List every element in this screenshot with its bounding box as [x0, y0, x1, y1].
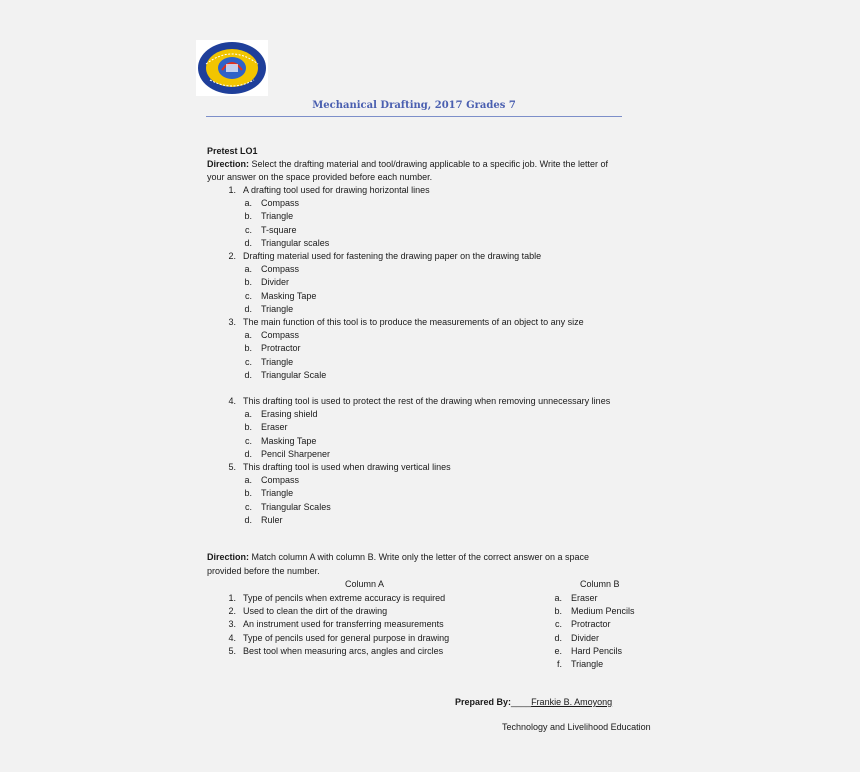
- option-letter: c.: [244, 290, 252, 301]
- option-letter: d.: [244, 237, 252, 248]
- pretest-direction: [207, 158, 608, 170]
- option-text: Compass: [261, 475, 300, 486]
- option-text: Masking Tape: [261, 290, 317, 301]
- option-letter: c.: [244, 224, 252, 235]
- question-number: 2.: [228, 251, 236, 261]
- question-text: This drafting tool is used to protect the rest of the drawing when removing unnecessary lines: [243, 396, 611, 406]
- option-letter: a.: [244, 264, 252, 275]
- question-number: 3.: [228, 317, 236, 327]
- question-text: This drafting tool is used when drawing vertical lines: [243, 462, 451, 472]
- option-text: T-square: [261, 224, 297, 235]
- column-a-header: Column A: [345, 579, 385, 589]
- pretest-heading: Pretest LO1: [207, 146, 258, 156]
- column-a-item: Type of pencils used for general purpose in drawing: [243, 632, 450, 643]
- option-text: Erasing shield: [261, 409, 318, 420]
- column-a-item: Used to clean the dirt of the drawing: [243, 606, 388, 617]
- prepared-by-name: Frankie B. Amoyong: [531, 697, 613, 707]
- option-letter: c.: [244, 435, 252, 446]
- column-b-item: Eraser: [571, 593, 598, 603]
- option-text: Triangle: [261, 211, 294, 222]
- column-b-letter: e.: [554, 645, 562, 656]
- option-text: Ruler: [261, 514, 283, 525]
- option-text: Compass: [261, 264, 300, 275]
- option-text: Triangular Scale: [261, 369, 327, 380]
- column-b-letter: d.: [554, 632, 562, 643]
- option-letter: b.: [244, 277, 252, 288]
- column-b-letter: c.: [554, 619, 562, 630]
- option-letter: a.: [244, 409, 252, 420]
- option-text: Triangular Scales: [261, 501, 331, 512]
- direction-text: Select the drafting material and tool/drawing applicable to a specific job. Write the letter of: [249, 159, 609, 169]
- option-text: Compass: [261, 330, 300, 341]
- option-letter: c.: [244, 356, 252, 367]
- option-letter: d.: [244, 303, 252, 314]
- question-number: 4.: [228, 396, 236, 406]
- column-a-number: 4.: [228, 632, 236, 643]
- title-underline: [206, 116, 622, 117]
- option-text: Compass: [261, 198, 300, 209]
- column-b-item: Protractor: [571, 619, 611, 630]
- direction-label: Direction:: [207, 552, 250, 562]
- option-letter: a.: [244, 198, 252, 209]
- option-letter: a.: [244, 475, 252, 486]
- column-a-item: Type of pencils when extreme accuracy is required: [243, 593, 446, 603]
- document-title: Mechanical Drafting, 2017 Grades 7: [312, 100, 516, 111]
- school-seal-logo: [196, 40, 268, 96]
- pretest-direction-cont: your answer on the space provided before each number.: [207, 172, 433, 182]
- column-a-number: 2.: [228, 606, 236, 617]
- column-b-header: Column B: [580, 579, 620, 589]
- option-text: Triangle: [261, 303, 294, 314]
- option-text: Triangular scales: [261, 237, 330, 248]
- column-a-number: 5.: [228, 645, 236, 656]
- question-number: 5.: [228, 462, 236, 472]
- option-letter: c.: [244, 501, 252, 512]
- column-a-number: 1.: [228, 593, 236, 603]
- option-letter: d.: [244, 369, 252, 380]
- column-b-item: Triangle: [571, 659, 604, 669]
- question-text: The main function of this tool is to produce the measurements of an object to any size: [243, 317, 584, 327]
- option-letter: b.: [244, 422, 252, 433]
- option-letter: b.: [244, 343, 252, 354]
- question-text: Drafting material used for fastening the drawing paper on the drawing table: [243, 251, 542, 261]
- question-number: 1.: [228, 185, 236, 195]
- direction-text: Match column A with column B. Write only the letter of the correct answer on a space: [249, 552, 590, 562]
- option-text: Triangle: [261, 488, 294, 499]
- option-letter: d.: [244, 448, 252, 459]
- option-text: Eraser: [261, 422, 288, 433]
- prepared-by: [455, 696, 612, 708]
- question-text: A drafting tool used for drawing horizontal lines: [243, 185, 430, 195]
- option-letter: b.: [244, 488, 252, 499]
- department-name: Technology and Livelihood Education: [502, 722, 651, 732]
- option-text: Masking Tape: [261, 435, 317, 446]
- prepared-by-label: Prepared By:: [455, 697, 512, 707]
- column-b-item: Divider: [571, 632, 600, 643]
- option-letter: b.: [244, 211, 252, 222]
- matching-direction: [207, 551, 589, 563]
- matching-direction-cont: provided before the number.: [207, 566, 320, 576]
- direction-label: Direction:: [207, 159, 250, 169]
- column-a-number: 3.: [228, 619, 236, 630]
- option-text: Divider: [261, 277, 290, 288]
- column-b-item: Hard Pencils: [571, 645, 623, 656]
- column-a-item: An instrument used for transferring measurements: [243, 619, 444, 630]
- column-b-item: Medium Pencils: [571, 606, 635, 617]
- option-text: Pencil Sharpener: [261, 448, 331, 459]
- column-b-letter: f.: [556, 659, 562, 669]
- prepared-by-blank: ____: [511, 697, 532, 707]
- column-b-letter: b.: [554, 606, 562, 617]
- column-a-item: Best tool when measuring arcs, angles and circles: [243, 645, 444, 656]
- option-letter: a.: [244, 330, 252, 341]
- option-letter: d.: [244, 514, 252, 525]
- option-text: Protractor: [261, 343, 301, 354]
- option-text: Triangle: [261, 356, 294, 367]
- column-b-letter: a.: [554, 593, 562, 603]
